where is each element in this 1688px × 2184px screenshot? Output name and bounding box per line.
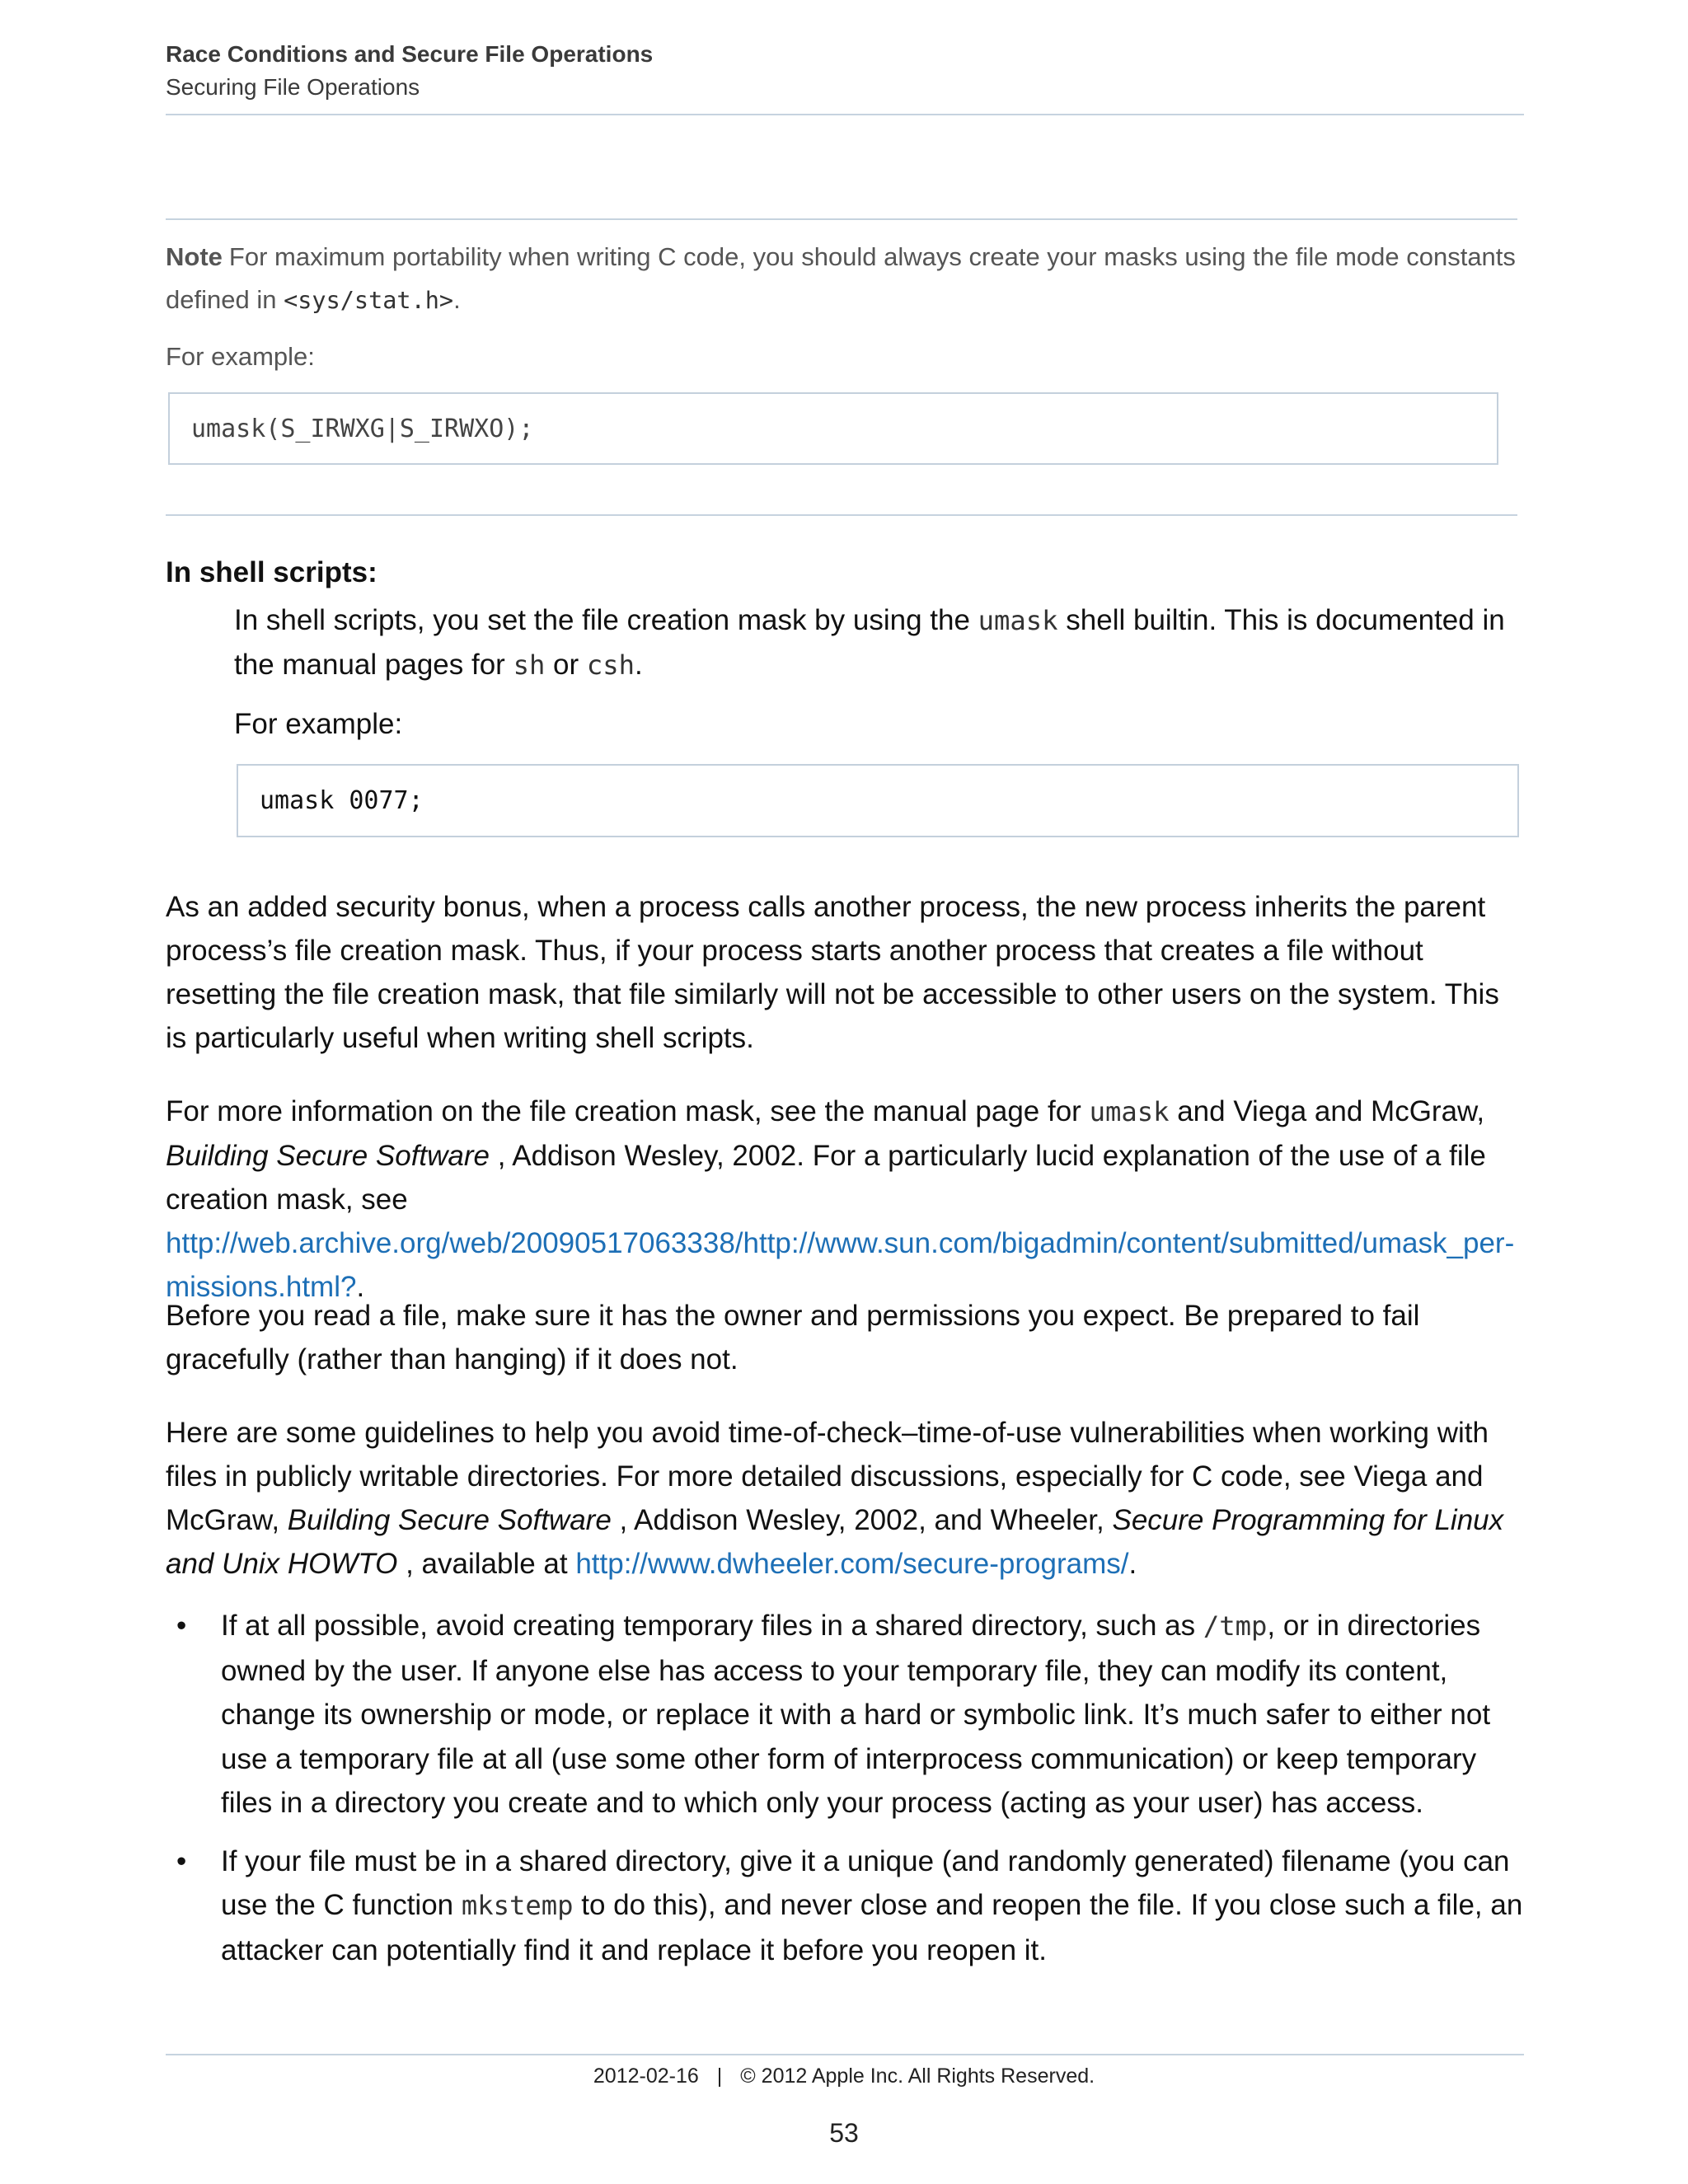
note-code: <sys/stat.h> bbox=[284, 287, 454, 314]
chapter-title: Race Conditions and Secure File Operations bbox=[166, 41, 654, 67]
para2-umask-code: umask bbox=[1089, 1096, 1170, 1127]
dwheeler-link[interactable]: http://www.dwheeler.com/secure-programs/ bbox=[575, 1548, 1129, 1580]
sh-code: sh bbox=[513, 649, 546, 681]
note-label: Note bbox=[166, 242, 223, 271]
paragraph-guidelines-text bbox=[166, 1411, 1524, 1586]
list-item bbox=[166, 1840, 1524, 1973]
para2-c: , Addison Wesley, 2002. For a particularly lucid explanation of the use of a file creation mask, see bbox=[166, 1140, 1486, 1216]
shell-text-a: In shell scripts, you set the file creation mask by using the bbox=[234, 604, 978, 636]
note-block bbox=[166, 236, 1517, 378]
paragraph-inheritance bbox=[166, 885, 1524, 1060]
para4-d: . bbox=[1128, 1548, 1137, 1580]
note-bottom-divider bbox=[166, 514, 1517, 516]
note-code-example: umask(S_IRWXG|S_IRWXO); bbox=[168, 392, 1498, 465]
csh-code: csh bbox=[586, 649, 635, 681]
bullet-text-b: , or in directories owned by the user. If anyone else has access to your temporary file, they can modify its content, change its ownership or mode, or replace it with a hard or symbolic link. It’s much safer to either not use a temporary file at all (use some other form of interprocess communication) or keep temporary files in a directory you create and to which only your process (acting as your user) has access. bbox=[221, 1610, 1491, 1819]
para4-a: Here are some guidelines to help you avoid time-of-check–time-of-use vulnerabilities when working with files in publicly writable directories. For more detailed discussions, especially for C code, see Viega and McGraw, bbox=[166, 1417, 1489, 1536]
footer bbox=[0, 2064, 1688, 2088]
page-number: 53 bbox=[829, 2118, 859, 2148]
paragraph-inheritance-text: As an added security bonus, when a process calls another process, the new process inherits the parent process’s file creation mask. Thus, if your process starts another process that creates a file without resetting the file creation mask, that file similarly will not be accessible to other users on the system. This is particularly useful when writing shell scripts. bbox=[166, 891, 1499, 1054]
header-divider bbox=[166, 114, 1524, 115]
mkstemp-code: mkstemp bbox=[461, 1890, 574, 1921]
footer-separator: | bbox=[716, 2064, 723, 2088]
footer-date: 2012-02-16 bbox=[593, 2064, 699, 2088]
paragraph-more-info-text bbox=[166, 1090, 1524, 1309]
list-item bbox=[166, 1604, 1524, 1825]
section-title: Securing File Operations bbox=[166, 74, 420, 100]
shell-scripts-term: In shell scripts: bbox=[166, 556, 377, 588]
note-text-after: . bbox=[453, 285, 461, 314]
note-text bbox=[166, 236, 1517, 322]
shell-text-d: . bbox=[635, 649, 643, 681]
footer-divider bbox=[166, 2054, 1524, 2055]
bullet-text-b: to do this), and never close and reopen the file. If you close such a file, an attacker can potentially find it and replace it before you reopen it. bbox=[221, 1889, 1523, 1966]
para4-c: , available at bbox=[397, 1548, 576, 1580]
shell-text-c: or bbox=[545, 649, 587, 681]
shell-code-example: umask 0077; bbox=[237, 764, 1519, 837]
book-title: Building Secure Software bbox=[287, 1504, 612, 1536]
shell-text-b: shell builtin. This is documented in the manual pages for bbox=[234, 604, 1505, 681]
para2-d: . bbox=[356, 1271, 365, 1303]
bullet-text-a: If your file must be in a shared directory, give it a unique (and randomly generated) filename (you can use the C function bbox=[221, 1844, 1510, 1921]
shell-scripts-text bbox=[234, 598, 1523, 687]
paragraph-guidelines bbox=[166, 1411, 1524, 1586]
shell-example-label: For example: bbox=[234, 708, 403, 740]
note-top-divider bbox=[166, 218, 1517, 220]
shell-scripts-definition bbox=[234, 598, 1523, 747]
note-text-before: For maximum portability when writing C code, you should always create your masks using the file mode constants defined in bbox=[166, 242, 1516, 314]
book-title: Secure Programming for Linux and Unix HOWTO bbox=[166, 1504, 1504, 1580]
tmp-code: /tmp bbox=[1203, 1610, 1268, 1642]
para2-b: and Viega and McGraw, bbox=[1169, 1095, 1485, 1127]
para2-a: For more information on the file creation mask, see the manual page for bbox=[166, 1095, 1090, 1127]
guidelines-list bbox=[166, 1604, 1524, 1986]
paragraph-read-file bbox=[166, 1294, 1524, 1381]
bullet-icon: • bbox=[176, 1610, 187, 1642]
umask-code: umask bbox=[978, 605, 1058, 636]
book-title: Building Secure Software bbox=[166, 1140, 490, 1172]
footer-copyright: © 2012 Apple Inc. All Rights Reserved. bbox=[740, 2064, 1095, 2088]
bullet-icon: • bbox=[176, 1844, 187, 1877]
para4-b: , Addison Wesley, 2002, and Wheeler, bbox=[611, 1504, 1113, 1536]
running-header bbox=[166, 38, 1524, 104]
paragraph-more-info bbox=[166, 1090, 1524, 1309]
note-example-label: For example: bbox=[166, 342, 315, 371]
umask-permissions-link[interactable]: http://web.archive.org/web/20090517063338/http://www.sun.com/bigadmin/content/submitted/umask_per- missions.html? bbox=[166, 1227, 1515, 1303]
paragraph-read-file-text: Before you read a file, make sure it has the owner and permissions you expect. Be prepared to fail gracefully (rather than hanging) if it does not. bbox=[166, 1300, 1420, 1376]
bullet-text-a: If at all possible, avoid creating temporary files in a shared directory, such as bbox=[221, 1610, 1203, 1642]
